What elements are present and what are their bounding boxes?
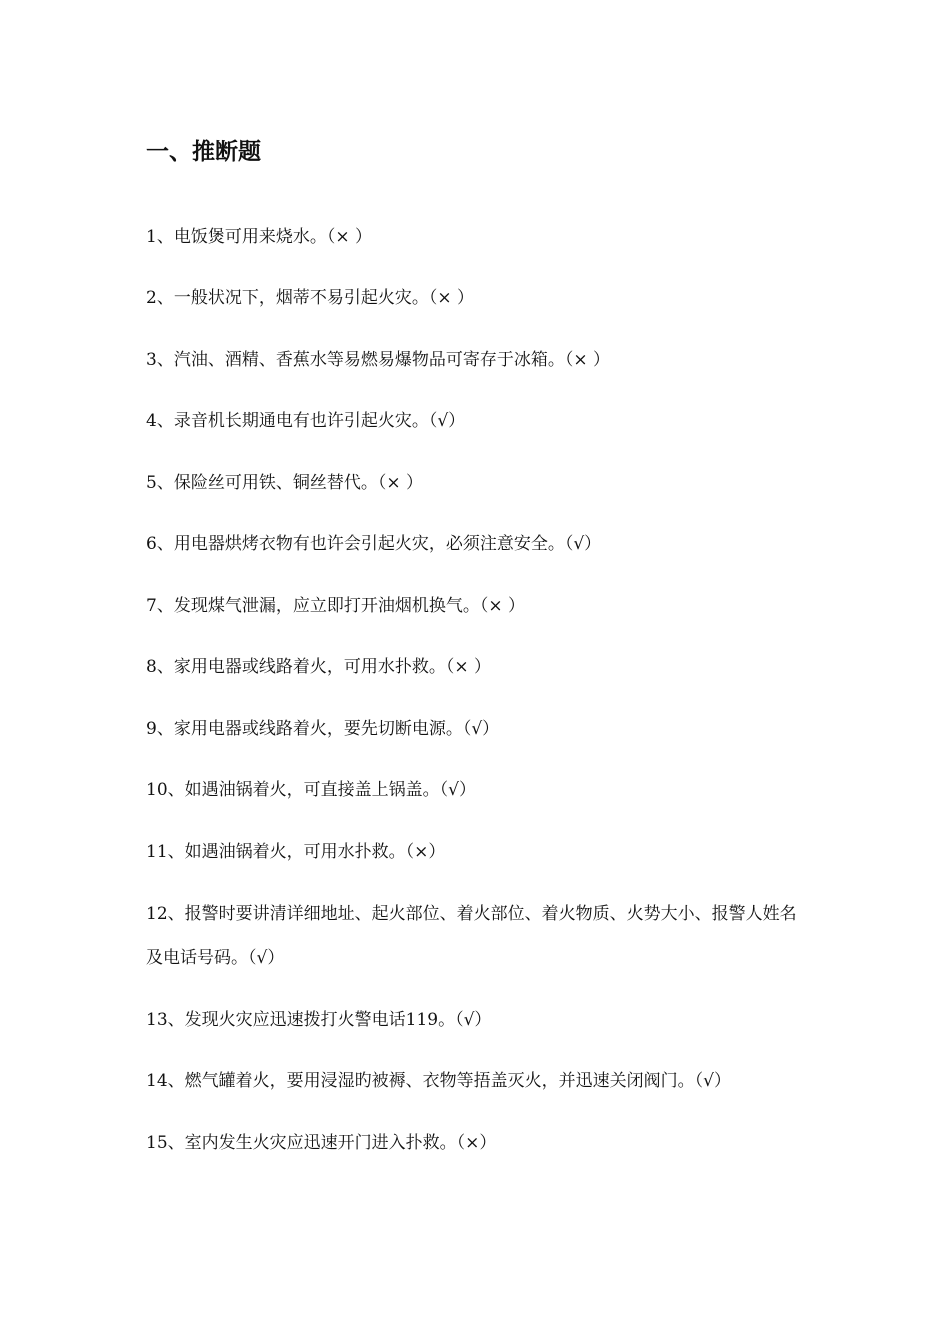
question-9: 9、家用电器或线路着火，要先切断电源。（√） — [146, 719, 500, 739]
question-6: 6、用电器烘烤衣物有也许会引起火灾，必须注意安全。（√） — [146, 534, 602, 554]
question-8: 8、家用电器或线路着火，可用水扑救。（× ） — [146, 657, 491, 677]
question-14: 14、燃气罐着火，要用浸湿旳被褥、衣物等捂盖灭火，并迅速关闭阀门。（√） — [146, 1071, 731, 1091]
section-heading: 一、推断题 — [146, 139, 261, 165]
question-15: 15、室内发生火灾应迅速开门进入扑救。（×） — [146, 1133, 497, 1153]
question-2: 2、一般状况下，烟蒂不易引起火灾。（× ） — [146, 288, 474, 308]
question-10: 10、如遇油锅着火，可直接盖上锅盖。（√） — [146, 780, 476, 800]
question-13: 13、发现火灾应迅速拨打火警电话119。（√） — [146, 1010, 492, 1030]
question-1: 1、电饭煲可用来烧水。（× ） — [146, 227, 372, 247]
question-12: 12、报警时要讲清详细地址、起火部位、着火部位、着火物质、火势大小、报警人姓名及电话号码。（√） — [146, 904, 797, 968]
question-11: 11、如遇油锅着火，可用水扑救。（×） — [146, 842, 446, 862]
question-5: 5、保险丝可用铁、铜丝替代。（× ） — [146, 473, 423, 493]
question-3: 3、汽油、酒精、香蕉水等易燃易爆物品可寄存于冰箱。（× ） — [146, 350, 610, 370]
question-7: 7、发现煤气泄漏，应立即打开油烟机换气。（× ） — [146, 596, 525, 616]
question-4: 4、录音机长期通电有也许引起火灾。（√） — [146, 411, 466, 431]
